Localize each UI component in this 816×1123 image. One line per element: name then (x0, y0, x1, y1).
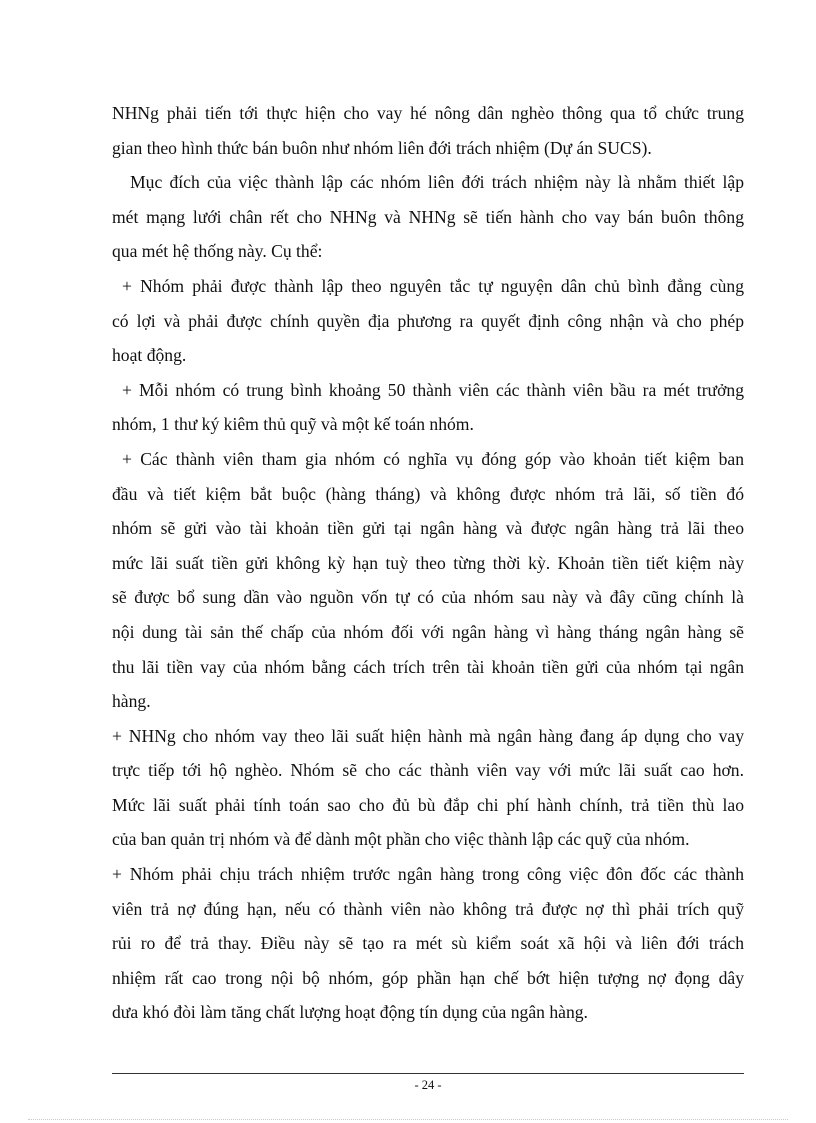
text-line: + Nhóm phải được thành lập theo nguyên tắc tự nguyện dân chủ bình đẳng cùng (122, 275, 744, 296)
text-line: + NHNg cho nhóm vay theo lãi suất hiện hành mà ngân hàng đang áp dụng cho vay (112, 725, 744, 746)
text-line: sẽ được bổ sung dần vào nguồn vốn tự có của nhóm sau này và đây cũng chính là (112, 587, 744, 608)
page-bottom-border (28, 1119, 788, 1120)
text-line: nội dung tài sản thế chấp của nhóm đối với ngân hàng vì hàng tháng ngân hàng sẽ (112, 621, 744, 642)
text-line: dưa khó đòi làm tăng chất lượng hoạt động tín dụng của ngân hàng. (112, 1002, 588, 1023)
body-text (112, 96, 744, 1030)
text-line: hoạt động. (112, 345, 187, 366)
text-line: NHNg phải tiến tới thực hiện cho vay hé nông dân nghèo thông qua tổ chức trung (112, 103, 744, 123)
text-line: + Nhóm phải chịu trách nhiệm trước ngân hàng trong công việc đôn đốc các thành (112, 864, 744, 885)
text-line: rủi ro để trả thay. Điều này sẽ tạo ra mét sù kiểm soát xã hội và liên đới trách (112, 933, 744, 954)
page-number: - 24 - (414, 1078, 442, 1092)
text-line: có lợi và phải được chính quyền địa phương ra quyết định công nhận và cho phép (112, 310, 744, 331)
text-line: của ban quản trị nhóm và để dành một phần cho việc thành lập các quỹ của nhóm. (112, 829, 690, 850)
text-line: hàng. (112, 691, 151, 712)
text-line: nhóm, 1 thư ký kiêm thủ quỹ và một kế toán nhóm. (112, 414, 474, 435)
footer-rule (112, 1073, 744, 1074)
text-line: nhiệm rất cao trong nội bộ nhóm, góp phần hạn chế bớt hiện tượng nợ đọng dây (112, 967, 744, 988)
text-line: qua mét hệ thống này. Cụ thể: (112, 241, 323, 262)
text-line: + Các thành viên tham gia nhóm có nghĩa vụ đóng góp vào khoản tiết kiệm ban (122, 448, 744, 469)
text-line: mức lãi suất tiền gửi không kỳ hạn tuỳ theo từng thời kỳ. Khoản tiền tiết kiệm này (112, 552, 744, 573)
text-line: nhóm sẽ gửi vào tài khoản tiền gửi tại ngân hàng và được ngân hàng trả lãi theo (112, 518, 744, 539)
text-line: viên trả nợ đúng hạn, nếu có thành viên nào không trả được nợ thì phải trích quỹ (112, 898, 744, 919)
text-line: Mức lãi suất phải tính toán sao cho đủ bù đắp chi phí hành chính, trả tiền thù lao (112, 794, 744, 815)
text-line: trực tiếp tới hộ nghèo. Nhóm sẽ cho các thành viên vay với mức lãi suất cao hơn. (112, 760, 744, 781)
text-line: + Mỗi nhóm có trung bình khoảng 50 thành viên các thành viên bầu ra mét trưởng (122, 379, 744, 400)
text-line: thu lãi tiền vay của nhóm bằng cách trích trên tài khoản tiền gửi của nhóm tại ngân (112, 656, 744, 677)
text-line: đầu và tiết kiệm bắt buộc (hàng tháng) và không được nhóm trả lãi, số tiền đó (112, 483, 744, 504)
text-line: mét mạng lưới chân rết cho NHNg và NHNg sẽ tiến hành cho vay bán buôn thông (112, 206, 744, 227)
text-line: gian theo hình thức bán buôn như nhóm liên đới trách nhiệm (Dự án SUCS). (112, 137, 652, 158)
text-line: Mục đích của việc thành lập các nhóm liên đới trách nhiệm này là nhằm thiết lập (130, 172, 744, 193)
